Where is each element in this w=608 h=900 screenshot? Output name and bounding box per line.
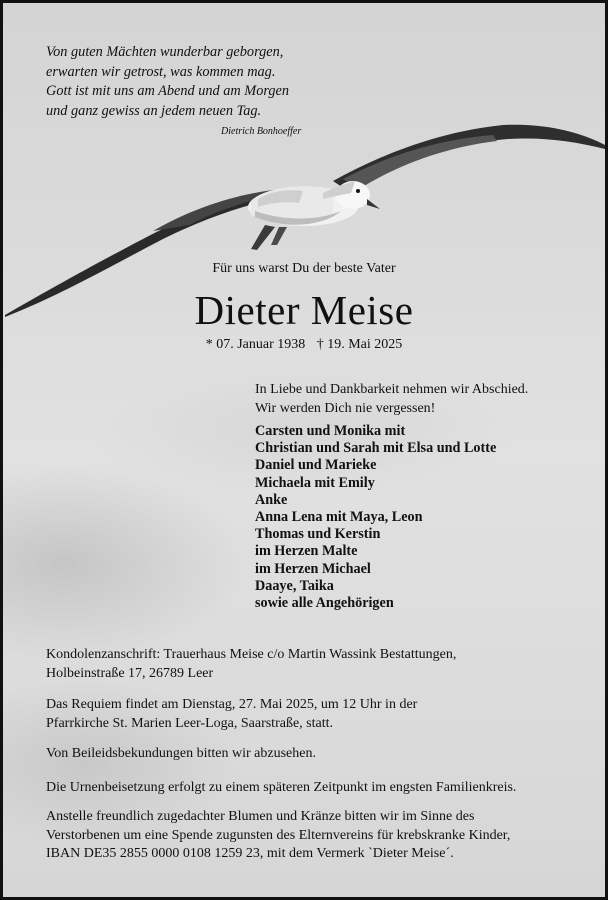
mourner: Daniel und Marieke [255,457,377,474]
poem [46,43,289,121]
mourner: Anke [255,491,288,508]
donation-line: Verstorbenen um eine Spende zugunsten des Elternvereins für krebskranke Kinder, [46,827,511,843]
mourner: im Herzen Michael [255,560,371,577]
life-dates [3,337,605,353]
mourner: Christian und Sarah mit Elsa und Lotte [255,440,497,457]
no-condolence-visits: Von Beileidsbekundungen bitten wir abzusehen. [46,746,316,761]
condolence-address [46,646,456,683]
requiem-line: Pfarrkirche St. Marien Leer-Loga, Saarstraße, statt. [46,715,333,731]
farewell-line: Wir werden Dich nie vergessen! [255,401,436,417]
poem-author: Dietrich Bonhoeffer [221,126,302,137]
mourner: Daaye, Taika [255,577,334,594]
donation-line: Anstelle freundlich zugedachter Blumen und Kränze bitten wir im Sinne des [46,809,475,824]
urn-burial-info: Die Urnenbeisetzung erfolgt zu einem späteren Zeitpunkt im engsten Familienkreis. [46,780,517,795]
requiem-info [46,696,417,733]
mourner: sowie alle Angehörigen [255,595,394,612]
poem-line: Gott ist mit uns am Abend und am Morgen [46,83,290,99]
poem-line: und ganz gewiss an jedem neuen Tag. [46,102,262,119]
donation-line: IBAN DE35 2855 0000 0108 1259 23, mit dem Vermerk `Dieter Meise´. [46,846,454,862]
mourner: Carsten und Monika mit [255,423,406,439]
mourner: Michaela mit Emily [255,474,375,491]
donation-request [46,808,510,864]
poem-line: Von guten Mächten wunderbar geborgen, [46,44,284,60]
mourners-list [255,423,496,612]
intro-line: Für uns warst Du der beste Vater [212,261,396,276]
farewell-line: In Liebe und Dankbarkeit nehmen wir Abschied. [255,382,529,397]
condolence-line: Holbeinstraße 17, 26789 Leer [46,665,214,681]
deceased-name: Dieter Meise [194,287,414,333]
death-date: † 19. Mai 2025 [316,337,403,352]
mourner: Anna Lena mit Maya, Leon [255,509,423,526]
mourner: Thomas und Kerstin [255,526,381,543]
birth-date: * 07. Januar 1938 [205,337,306,352]
farewell-text [255,380,528,418]
mourner: im Herzen Malte [255,543,358,560]
condolence-line: Kondolenzanschrift: Trauerhaus Meise c/o Martin Wassink Bestattungen, [46,647,457,662]
poem-line: erwarten wir getrost, was kommen mag. [46,63,276,80]
requiem-line: Das Requiem findet am Dienstag, 27. Mai 2025, um 12 Uhr in der [46,697,418,712]
